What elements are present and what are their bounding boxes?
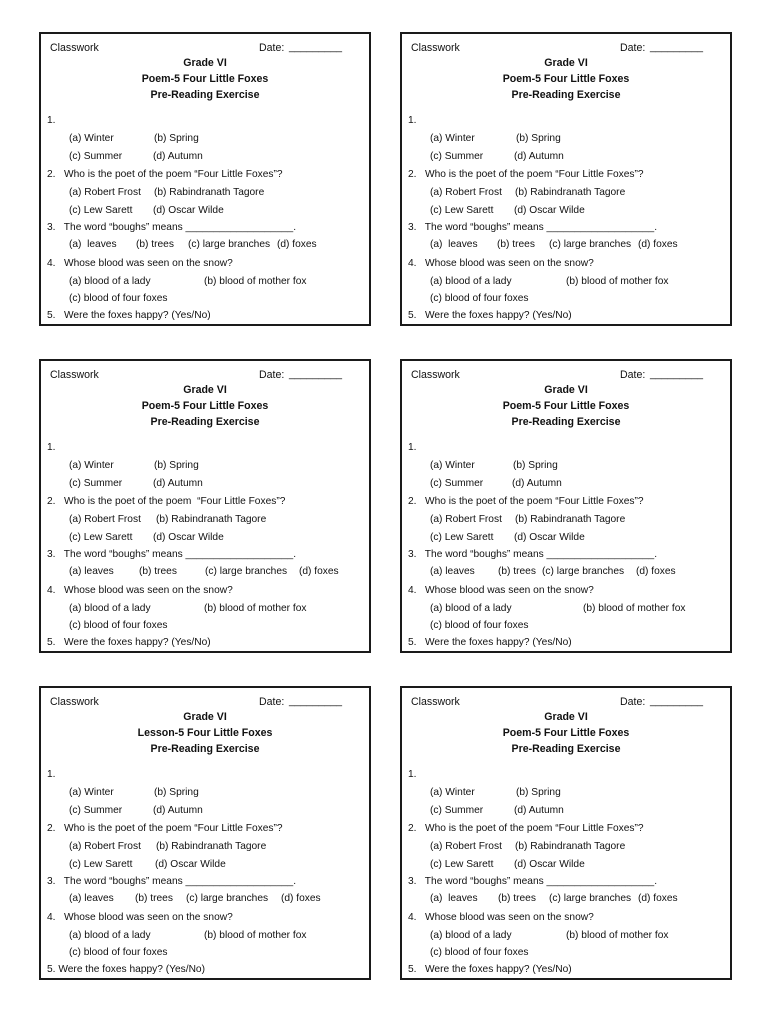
question-5: 5. Were the foxes happy? (Yes/No) xyxy=(408,637,572,648)
option: (c) large branches xyxy=(205,566,288,577)
question-4: 4. Whose blood was seen on the snow? xyxy=(408,585,594,596)
option: (d) foxes xyxy=(638,893,678,904)
option: (d) foxes xyxy=(277,239,317,250)
option: (b) Spring xyxy=(516,787,561,798)
date-blank: _________ xyxy=(289,695,343,707)
option: (b) Spring xyxy=(516,133,561,144)
option: (b) trees xyxy=(498,566,536,577)
option: (c) Lew Sarett xyxy=(69,532,133,543)
option: (a) Winter xyxy=(430,787,475,798)
date-blank: _________ xyxy=(650,368,704,380)
option: (b) Rabindranath Tagore xyxy=(515,514,626,525)
question-5: 5. Were the foxes happy? (Yes/No) xyxy=(408,964,572,975)
option: (d) Oscar Wilde xyxy=(514,205,585,216)
option: (b) blood of mother fox xyxy=(204,276,307,287)
question-4: 4. Whose blood was seen on the snow? xyxy=(408,258,594,269)
option: (a) Robert Frost xyxy=(69,841,141,852)
option: (a) Winter xyxy=(69,133,114,144)
option: (c) Summer xyxy=(69,805,123,816)
option: (c) large branches xyxy=(549,239,632,250)
option: (c) Summer xyxy=(430,151,484,162)
option: (c) Summer xyxy=(430,478,484,489)
question-5: 5. Were the foxes happy? (Yes/No) xyxy=(47,310,211,321)
option: (b) blood of mother fox xyxy=(566,930,669,941)
option: (c) large branches xyxy=(188,239,271,250)
worksheet-card xyxy=(400,32,732,326)
option: (d) Oscar Wilde xyxy=(153,205,224,216)
question-3: 3. The word “boughs” means ___________________. xyxy=(47,222,297,233)
option: (b) trees xyxy=(497,239,535,250)
option: (c) Lew Sarett xyxy=(430,532,494,543)
question-1-number: 1. xyxy=(47,115,56,126)
exercise-title: Pre-Reading Exercise xyxy=(150,416,260,428)
question-3: 3. The word “boughs” means ___________________. xyxy=(47,549,297,560)
option: (c) Lew Sarett xyxy=(430,859,494,870)
question-2: 2. Who is the poet of the poem “Four Little Foxes”? xyxy=(408,823,644,834)
option: (b) Rabindranath Tagore xyxy=(515,187,626,198)
option: (d) Oscar Wilde xyxy=(514,859,585,870)
exercise-title: Pre-Reading Exercise xyxy=(150,89,260,101)
classwork-label: Classwork xyxy=(411,42,460,54)
option: (a) blood of a lady xyxy=(69,930,151,941)
question-2: 2. Who is the poet of the poem “Four Little Foxes”? xyxy=(408,496,644,507)
question-3: 3. The word “boughs” means ___________________. xyxy=(408,222,658,233)
date-blank: _________ xyxy=(289,41,343,53)
option: (b) Spring xyxy=(154,787,199,798)
option: (a) blood of a lady xyxy=(430,276,512,287)
option: (d) Autumn xyxy=(514,805,564,816)
option: (b) trees xyxy=(136,239,174,250)
question-1-number: 1. xyxy=(408,769,417,780)
question-1-number: 1. xyxy=(47,442,56,453)
option: (c) large branches xyxy=(549,893,632,904)
question-1-number: 1. xyxy=(408,442,417,453)
worksheet-card xyxy=(39,686,371,980)
poem-title: Poem-5 Four Little Foxes xyxy=(502,73,630,85)
option: (a) leaves xyxy=(69,239,117,250)
poem-title: Poem-5 Four Little Foxes xyxy=(141,73,269,85)
option: (b) trees xyxy=(498,893,536,904)
question-5: 5. Were the foxes happy? (Yes/No) xyxy=(47,637,211,648)
option: (d) foxes xyxy=(638,239,678,250)
option: (a) blood of a lady xyxy=(69,603,151,614)
date-label: Date: xyxy=(259,369,285,381)
option: (c) blood of four foxes xyxy=(430,293,529,304)
exercise-title: Pre-Reading Exercise xyxy=(511,743,621,755)
option: (d) foxes xyxy=(281,893,321,904)
option: (b) Rabindranath Tagore xyxy=(515,841,626,852)
option: (a) blood of a lady xyxy=(430,603,512,614)
date-blank: _________ xyxy=(650,695,704,707)
grade-heading: Grade VI xyxy=(544,57,588,69)
option: (a) blood of a lady xyxy=(69,276,151,287)
option: (b) trees xyxy=(135,893,173,904)
classwork-label: Classwork xyxy=(50,696,99,708)
exercise-title: Pre-Reading Exercise xyxy=(511,89,621,101)
option: (d) foxes xyxy=(299,566,339,577)
poem-title: Poem-5 Four Little Foxes xyxy=(141,400,269,412)
option: (c) large branches xyxy=(542,566,625,577)
date-label: Date: xyxy=(620,369,646,381)
option: (a) leaves xyxy=(69,566,114,577)
question-3: 3. The word “boughs” means ___________________. xyxy=(408,549,658,560)
option: (c) blood of four foxes xyxy=(430,947,529,958)
question-2: 2. Who is the poet of the poem “Four Little Foxes”? xyxy=(47,496,286,507)
option: (c) large branches xyxy=(186,893,269,904)
option: (a) leaves xyxy=(430,566,475,577)
question-4: 4. Whose blood was seen on the snow? xyxy=(408,912,594,923)
question-4: 4. Whose blood was seen on the snow? xyxy=(47,585,233,596)
classwork-label: Classwork xyxy=(411,696,460,708)
worksheet-card xyxy=(400,686,732,980)
question-2: 2. Who is the poet of the poem “Four Little Foxes”? xyxy=(47,169,283,180)
option: (a) Winter xyxy=(69,460,114,471)
option: (a) leaves xyxy=(430,239,478,250)
question-2: 2. Who is the poet of the poem “Four Little Foxes”? xyxy=(408,169,644,180)
option: (c) Summer xyxy=(430,805,484,816)
option: (c) Summer xyxy=(69,478,123,489)
option: (a) leaves xyxy=(69,893,114,904)
date-blank: _________ xyxy=(289,368,343,380)
option: (d) Oscar Wilde xyxy=(155,859,226,870)
option: (b) blood of mother fox xyxy=(566,276,669,287)
option: (b) Spring xyxy=(154,460,199,471)
option: (b) trees xyxy=(139,566,177,577)
option: (b) blood of mother fox xyxy=(583,603,686,614)
option: (b) Rabindranath Tagore xyxy=(154,187,265,198)
option: (a) Robert Frost xyxy=(430,841,502,852)
option: (a) Robert Frost xyxy=(69,187,141,198)
option: (d) Oscar Wilde xyxy=(514,532,585,543)
grade-heading: Grade VI xyxy=(183,57,227,69)
option: (c) Lew Sarett xyxy=(69,205,133,216)
option: (b) Spring xyxy=(513,460,558,471)
option: (d) Autumn xyxy=(153,478,203,489)
worksheet-card xyxy=(400,359,732,653)
option: (a) leaves xyxy=(430,893,478,904)
exercise-title: Pre-Reading Exercise xyxy=(511,416,621,428)
date-label: Date: xyxy=(259,42,285,54)
question-3: 3. The word “boughs” means ___________________. xyxy=(47,876,297,887)
option: (a) Robert Frost xyxy=(69,514,141,525)
option: (d) Oscar Wilde xyxy=(153,532,224,543)
question-2: 2. Who is the poet of the poem “Four Little Foxes”? xyxy=(47,823,283,834)
classwork-label: Classwork xyxy=(50,369,99,381)
option: (b) Rabindranath Tagore xyxy=(156,514,267,525)
option: (c) Summer xyxy=(69,151,123,162)
option: (c) blood of four foxes xyxy=(69,947,168,958)
option: (d) foxes xyxy=(636,566,676,577)
grade-heading: Grade VI xyxy=(544,711,588,723)
option: (a) Winter xyxy=(69,787,114,798)
date-label: Date: xyxy=(259,696,285,708)
question-3: 3. The word “boughs” means ___________________. xyxy=(408,876,658,887)
question-1-number: 1. xyxy=(408,115,417,126)
exercise-title: Pre-Reading Exercise xyxy=(150,743,260,755)
question-1-number: 1. xyxy=(47,769,56,780)
question-5: 5. Were the foxes happy? (Yes/No) xyxy=(408,310,572,321)
classwork-label: Classwork xyxy=(411,369,460,381)
option: (a) Winter xyxy=(430,133,475,144)
grade-heading: Grade VI xyxy=(183,384,227,396)
option: (d) Autumn xyxy=(514,151,564,162)
option: (a) Winter xyxy=(430,460,475,471)
option: (b) Rabindranath Tagore xyxy=(156,841,267,852)
date-label: Date: xyxy=(620,42,646,54)
option: (d) Autumn xyxy=(153,805,203,816)
grade-heading: Grade VI xyxy=(183,711,227,723)
option: (c) blood of four foxes xyxy=(69,620,168,631)
poem-title: Poem-5 Four Little Foxes xyxy=(502,727,630,739)
date-label: Date: xyxy=(620,696,646,708)
question-5: 5. Were the foxes happy? (Yes/No) xyxy=(47,964,205,975)
option: (b) Spring xyxy=(154,133,199,144)
grade-heading: Grade VI xyxy=(544,384,588,396)
question-4: 4. Whose blood was seen on the snow? xyxy=(47,258,233,269)
option: (b) blood of mother fox xyxy=(204,930,307,941)
option: (d) Autumn xyxy=(153,151,203,162)
option: (d) Autumn xyxy=(512,478,562,489)
option: (a) Robert Frost xyxy=(430,187,502,198)
option: (c) Lew Sarett xyxy=(69,859,133,870)
question-4: 4. Whose blood was seen on the snow? xyxy=(47,912,233,923)
worksheet-card xyxy=(39,359,371,653)
option: (c) Lew Sarett xyxy=(430,205,494,216)
classwork-label: Classwork xyxy=(50,42,99,54)
option: (a) Robert Frost xyxy=(430,514,502,525)
date-blank: _________ xyxy=(650,41,704,53)
option: (a) blood of a lady xyxy=(430,930,512,941)
option: (c) blood of four foxes xyxy=(69,293,168,304)
option: (c) blood of four foxes xyxy=(430,620,529,631)
poem-title: Lesson-5 Four Little Foxes xyxy=(137,727,273,739)
option: (b) blood of mother fox xyxy=(204,603,307,614)
worksheet-card xyxy=(39,32,371,326)
poem-title: Poem-5 Four Little Foxes xyxy=(502,400,630,412)
